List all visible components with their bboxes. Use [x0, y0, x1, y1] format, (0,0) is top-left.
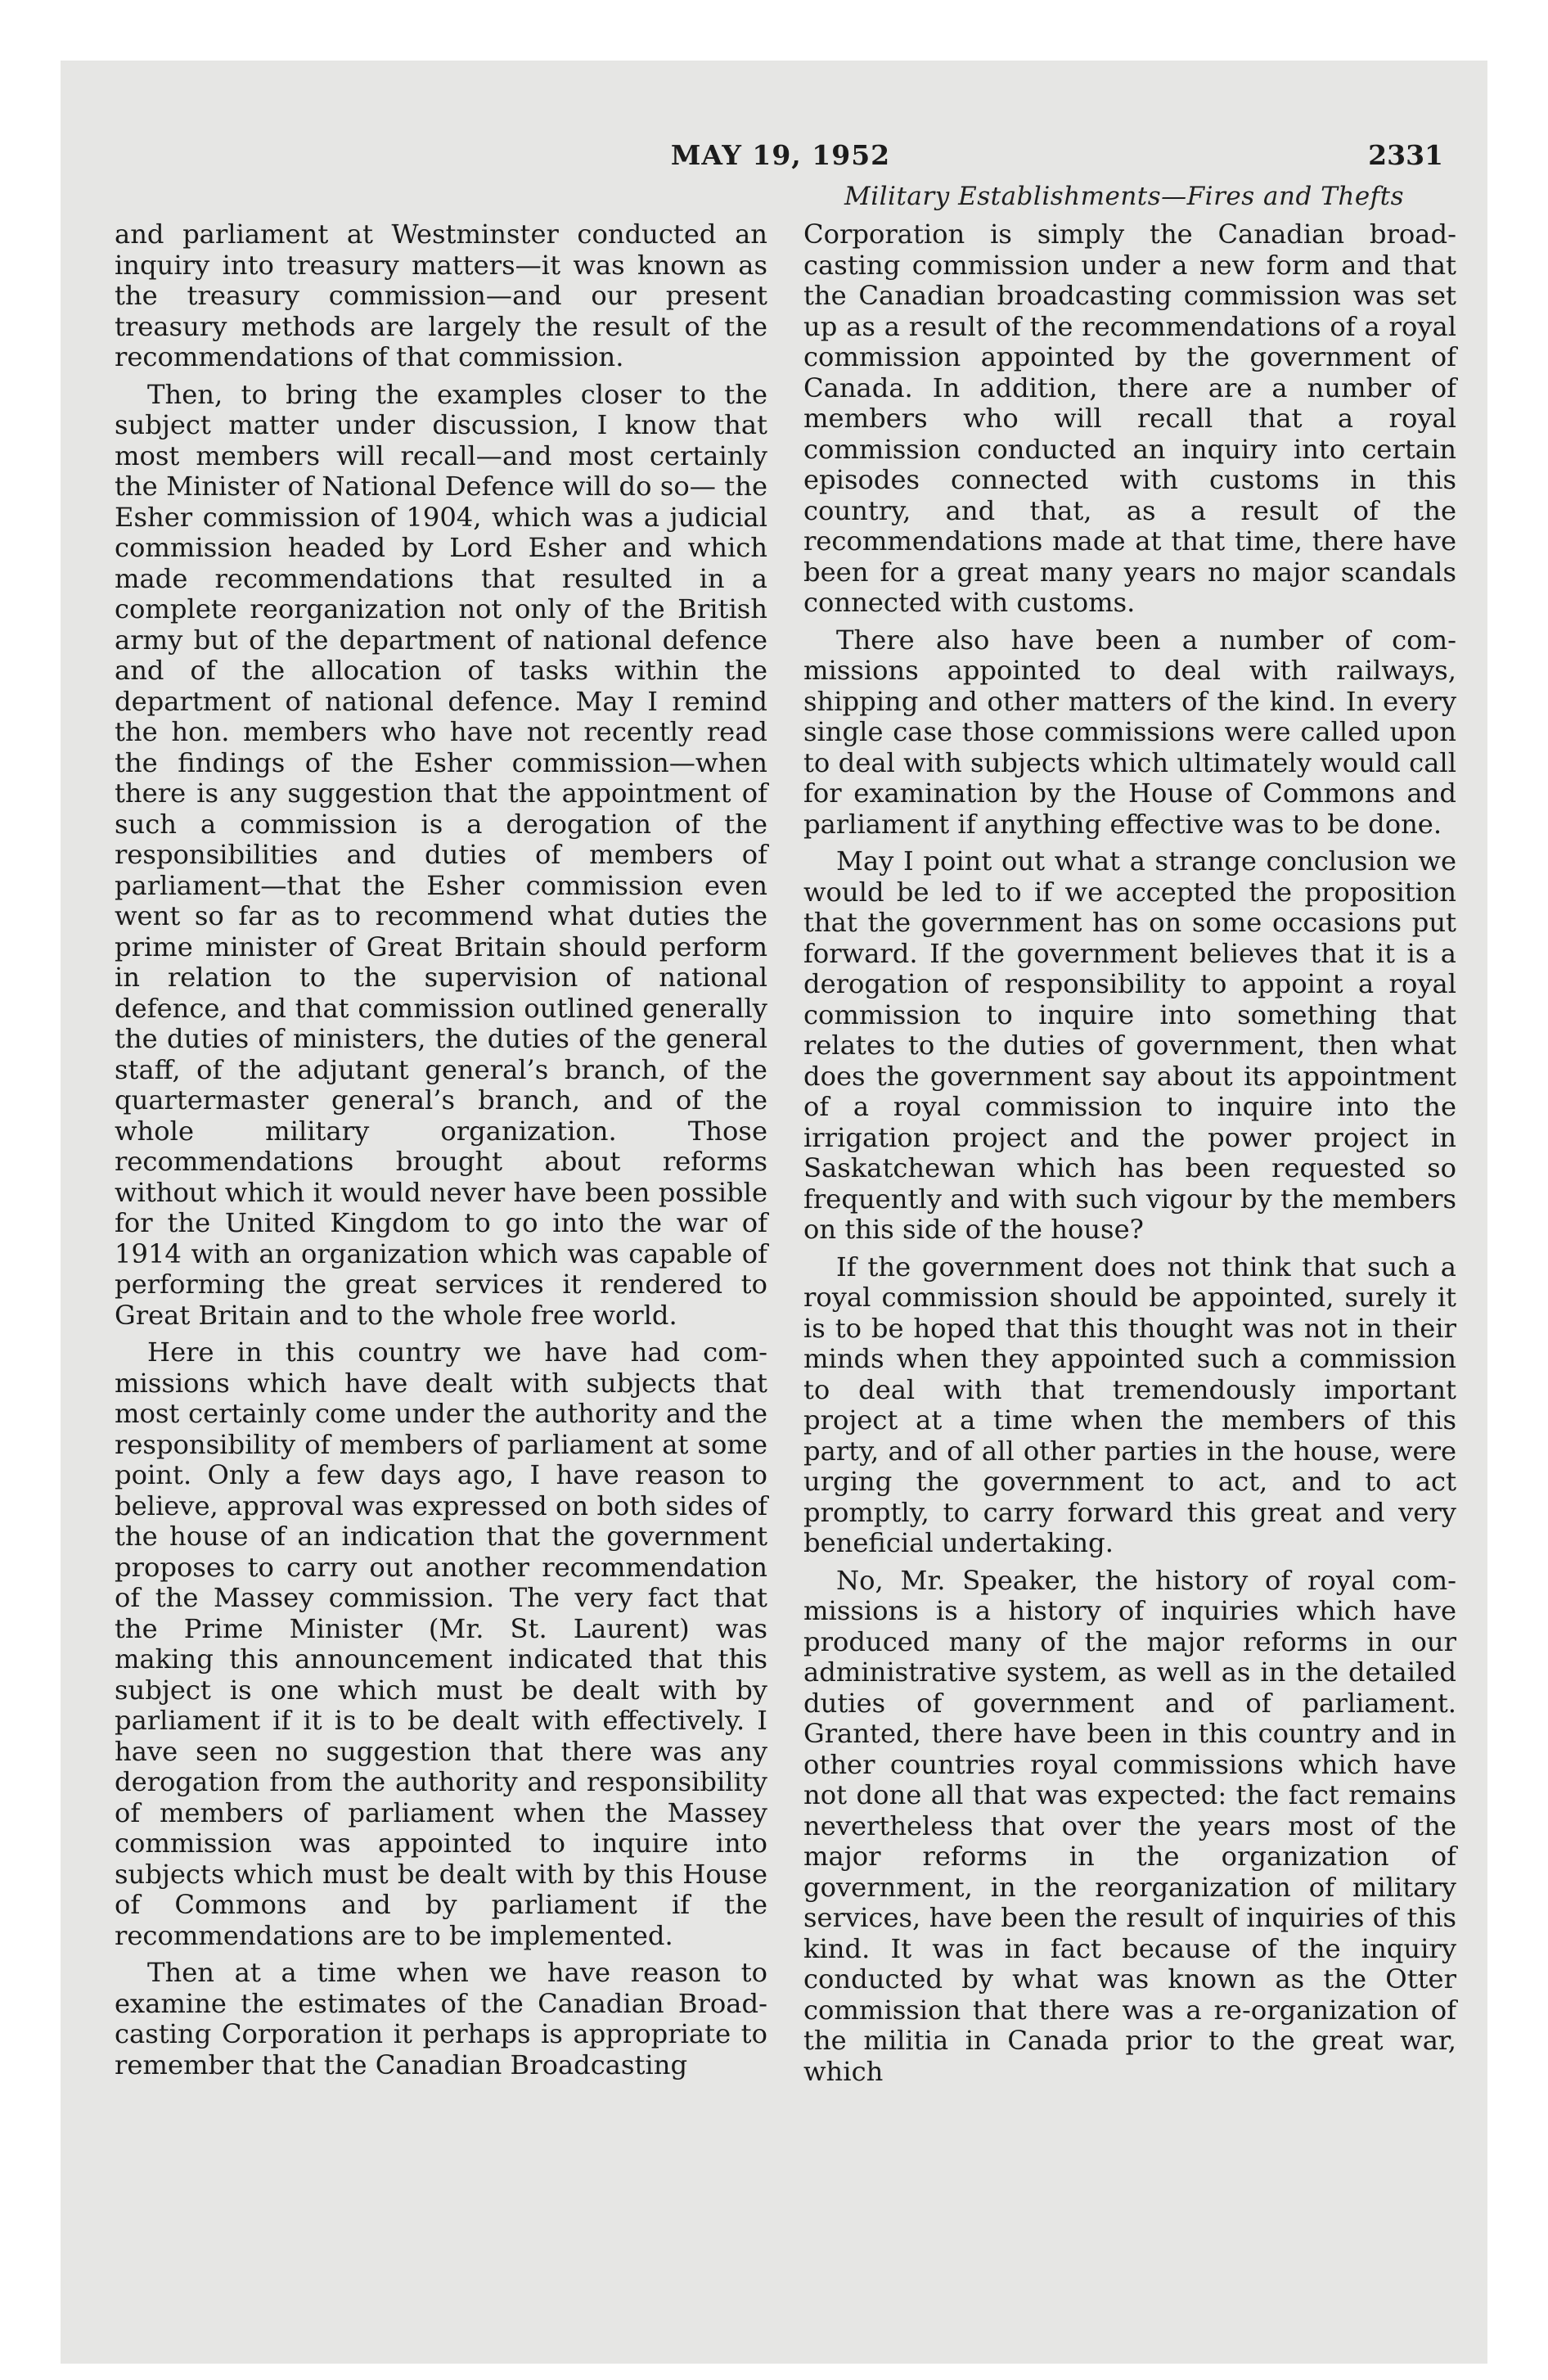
- right-column: [803, 219, 1456, 2094]
- paragraph: If the government does not think that such a royal commission should be appointed, surely it is to be hoped that this thought was not in their minds when they appointed such a commission to deal with that tremendously important project at a time when the members of this party, and of all other parties in the house, were urging the government to act, and to act promptly, to carry forward this great and very beneficial undertaking.: [803, 1251, 1456, 1558]
- page-date: MAY 19, 1952: [670, 139, 891, 171]
- page-number: 2331: [1368, 139, 1443, 171]
- page-header: [118, 139, 1443, 180]
- paragraph: May I point out what a strange conclusion we would be led to if we accepted the proposition that the government has on some occasions put forward. If the government believes that it is a derogation of responsibility to appoint a royal commission to inquire into something that relates to the duties of government, then what does the government say about its appointment of a royal commission to inquire into the irrigation project and the power project in Saskatchewan which has been requested so frequently and with such vigour by the members on this side of the house?: [803, 845, 1456, 1245]
- paragraph: Here in this country we have had commissions which have dealt with subjects that most certainly come under the authority and the responsibility of members of parliament at some point. Only a few days ago, I have reason to believe, approval was expressed on both sides of the house of an indication that the government proposes to carry out another recommendation of the Massey commission. The very fact that the Prime Minister (Mr. St. Laurent) was making this announcement indicated that this subject is one which must be dealt with by parliament if it is to be dealt with effectively. I have seen no suggestion that there was any derogation from the authority and responsibility of members of parliament when the Massey commission was appointed to inquire into subjects which must be dealt with by this House of Commons and by parliament if the recommendations are to be implemented.: [115, 1336, 767, 1951]
- paragraph: and parliament at Westminster conducted an inquiry into treasury matters—it was known as the treasury commission—and our present treasury methods are largely the result of the recommendations of that commission.: [115, 219, 767, 372]
- paragraph: There also have been a number of commissions appointed to deal with railways, shipping and other matters of the kind. In every single case those commissions were called upon to deal with subjects which ultimately would call for examination by the House of Commons and parliament if anything effective was to be done.: [803, 624, 1456, 840]
- paragraph: No, Mr. Speaker, the history of royal commissions is a history of inquiries which have produced many of the major reforms in our administrative system, as well as in the detailed duties of government and of parliament. Granted, there have been in this country and in other countries royal commissions which have not done all that was expected: the fact remains nevertheless that over the years most of the major reforms in the organization of government, in the reorganization of military services, have been the result of inquiries of this kind. It was in fact because of the inquiry conducted by what was known as the Otter commission that there was a re-organization of the militia in Canada prior to the great war, which: [803, 1564, 1456, 2087]
- running-head: Military Establishments—Fires and Thefts: [844, 182, 1405, 211]
- paragraph: Corporation is simply the Canadian broadcasting commission under a new form and that the Canadian broadcasting commission was set up as a result of the recommendations of a royal commission appointed by the government of Canada. In addition, there are a number of members who will recall that a royal commission conducted an inquiry into certain episodes connected with customs in this country, and that, as a result of the recommendations made at that time, there have been for a great many years no major scandals connected with customs.: [803, 219, 1456, 618]
- paragraph: Then, to bring the examples closer to the subject matter under discussion, I know that most members will recall—and most certainly the Minister of National Defence will do so— the Esher commission of 1904, which was a judicial commission headed by Lord Esher and which made recommendations that resulted in a complete reorganization not only of the British army but of the department of national defence and of the allocation of tasks within the department of national defence. May I remind the hon. members who have not recently read the findings of the Esher commission—when there is any suggestion that the appointment of such a commission is a derogation of the responsibilities and duties of members of parliament—that the Esher commission even went so far as to recommend what duties the prime minister of Great Britain should perform in relation to the supervision of national defence, and that commission outlined generally the duties of ministers, the duties of the general staff, of the adjutant general’s branch, of the quartermaster general’s branch, and of the whole military organization. Those recommendations brought about reforms without which it would never have been possible for the United Kingdom to go into the war of 1914 with an organization which was capable of performing the great services it rendered to Great Britain and to the whole free world.: [115, 378, 767, 1331]
- left-column: [115, 219, 767, 2087]
- paragraph: Then at a time when we have reason to examine the estimates of the Canadian Broadcasting Corporation it perhaps is appropriate to remember that the Canadian Broadcasting: [115, 1957, 767, 2080]
